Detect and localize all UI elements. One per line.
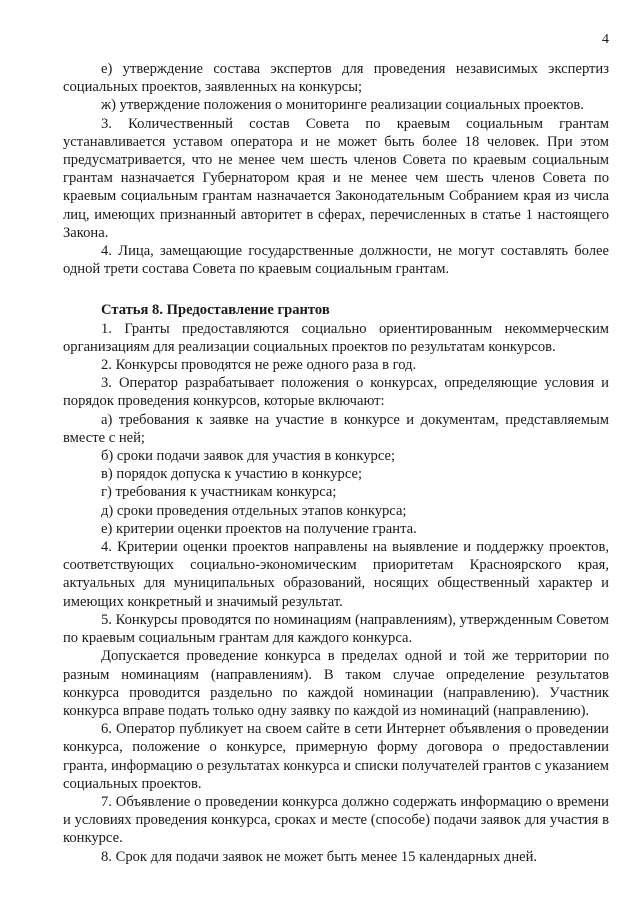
article-8-paragraph: 4. Критерии оценки проектов направлены на выявление и поддержку проектов, соответствующих социально-экономическим приоритетам Красноярского края, актуальных для муниципальных образований, носящих общественный характер и имеющих конкретный и значимый результат. <box>63 539 609 610</box>
article-8-list-item: г) требования к участникам конкурса; <box>101 484 337 501</box>
article-8-paragraph: 2. Конкурсы проводятся не реже одного раза в год. <box>101 357 417 374</box>
paragraph-state-positions: 4. Лица, замещающие государственные должности, не могут составлять более одной трети состава Совета по краевым социальным грантам. <box>63 243 609 278</box>
article-8-list-item: а) требования к заявке на участие в конкурсе и документам, представляемым вместе с ней; <box>63 411 609 446</box>
article-8-list-item: е) критерии оценки проектов на получение гранта. <box>101 520 417 537</box>
article-8-paragraph: 6. Оператор публикует на своем сайте в сети Интернет объявления о проведении конкурса, положение о конкурсе, примерную форму договора о предоставлении гранта, информацию о результатах конкурса и списки получателей грантов с указанием социальных проектов. <box>63 721 609 792</box>
page-number: 4 <box>602 32 609 47</box>
article-8-list-item: д) сроки проведения отдельных этапов конкурса; <box>101 502 407 519</box>
article-8-paragraph: 8. Срок для подачи заявок не может быть менее 15 календарных дней. <box>101 848 538 865</box>
article-8-paragraph: Допускается проведение конкурса в пределах одной и той же территории по разным номинациям (направлениям). В таком случае определение результатов конкурса проводится раздельно по каждой номинации (направлению). Участник конкурса вправе подать только одну заявку по каждой из номинаций (направлению). <box>63 648 609 719</box>
article-8-list-item: б) сроки подачи заявок для участия в конкурсе; <box>101 448 396 465</box>
paragraph-item-zh-monitoring: ж) утверждение положения о мониторинге реализации социальных проектов. <box>101 97 584 114</box>
article-8-paragraph: 1. Гранты предоставляются социально ориентированным некоммерческим организациям для реализации социальных проектов по результатам конкурсов. <box>63 320 609 355</box>
article-8-list-item: в) порядок допуска к участию в конкурсе; <box>101 466 363 483</box>
paragraph-council-composition: 3. Количественный состав Совета по краевым социальным грантам устанавливается уставом оператора и не может быть более 18 человек. При этом предусматривается, что не менее чем шесть членов Совета по краевым социальным грантам назначается Губернатором края и не менее чем шесть членов Совета по краевым социальным грантам назначается Законодательным Собранием края из числа лиц, имеющих признанный авторитет в сферах, перечисленных в статье 1 настоящего Закона. <box>63 115 609 241</box>
article-8-paragraph: 5. Конкурсы проводятся по номинациям (направлениям), утвержденным Советом по краевым социальным грантам для каждого конкурса. <box>63 611 609 647</box>
article-8-heading: Статья 8. Предоставление грантов <box>101 302 330 319</box>
article-8-paragraph: 3. Оператор разрабатывает положения о конкурсах, определяющие условия и порядок проведения конкурсов, которые включают: <box>63 375 609 410</box>
article-8-paragraph: 7. Объявление о проведении конкурса должно содержать информацию о времени и условиях проведения конкурса, сроках и месте (способе) подачи заявок для участия в конкурсе. <box>63 793 609 847</box>
document-body <box>63 60 609 866</box>
paragraph-item-e-experts: е) утверждение состава экспертов для проведения независимых экспертиз социальных проектов, заявленных на конкурсы; <box>63 61 609 96</box>
